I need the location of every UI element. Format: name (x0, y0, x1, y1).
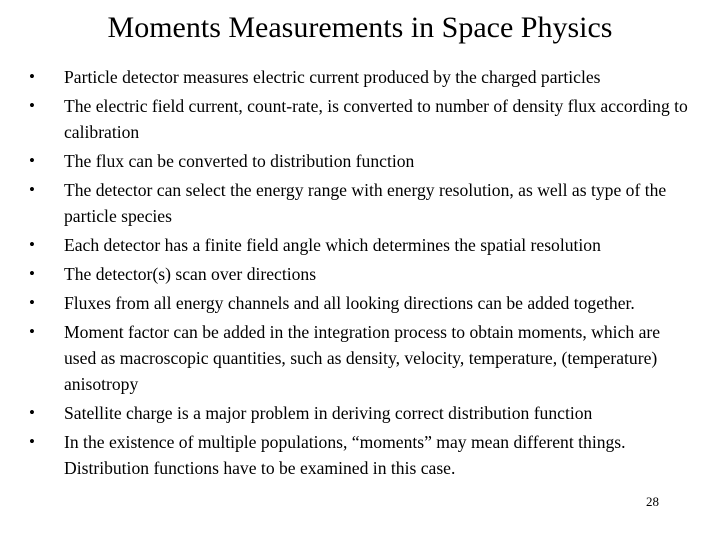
bullet-text: The detector(s) scan over directions (64, 264, 317, 284)
bullet-text: Fluxes from all energy channels and all looking directions can be added together. (64, 293, 635, 313)
bullet-item (0, 290, 720, 316)
bullet-text: Moment factor can be added in the integration process to obtain moments, which are used as macroscopic quantities, such as density, velocity, temperature, (temperature) anisotropy (64, 322, 661, 394)
bullet-item (0, 64, 720, 90)
bullet-text: Each detector has a finite field angle which determines the spatial resolution (64, 235, 601, 255)
bullet-item (0, 93, 720, 145)
bullet-dot-icon: • (29, 151, 35, 170)
bullet-dot-icon: • (29, 264, 35, 283)
bullet-dot-icon: • (29, 322, 35, 341)
page-number: 28 (646, 494, 659, 509)
bullet-text: In the existence of multiple populations, “moments” may mean different things. Distribution functions have to be examined in this case. (64, 432, 626, 478)
bullet-list (0, 64, 720, 484)
slide-title: Moments Measurements in Space Physics (107, 11, 613, 44)
bullet-item (0, 429, 720, 481)
bullet-dot-icon: • (29, 235, 35, 254)
bullet-text: The detector can select the energy range with energy resolution, as well as type of the particle species (64, 180, 667, 226)
bullet-item (0, 177, 720, 229)
bullet-text: The electric field current, count-rate, is converted to number of density flux according to calibration (64, 96, 688, 142)
bullet-item (0, 148, 720, 174)
bullet-item (0, 319, 720, 397)
bullet-item (0, 232, 720, 258)
bullet-dot-icon: • (29, 67, 35, 86)
bullet-dot-icon: • (29, 293, 35, 312)
bullet-dot-icon: • (29, 180, 35, 199)
bullet-dot-icon: • (29, 403, 35, 422)
bullet-text: Particle detector measures electric current produced by the charged particles (64, 67, 601, 87)
bullet-text: The flux can be converted to distribution function (64, 151, 415, 171)
bullet-dot-icon: • (29, 432, 35, 451)
bullet-dot-icon: • (29, 96, 35, 115)
bullet-text: Satellite charge is a major problem in deriving correct distribution function (64, 403, 593, 423)
bullet-item (0, 261, 720, 287)
bullet-item (0, 400, 720, 426)
